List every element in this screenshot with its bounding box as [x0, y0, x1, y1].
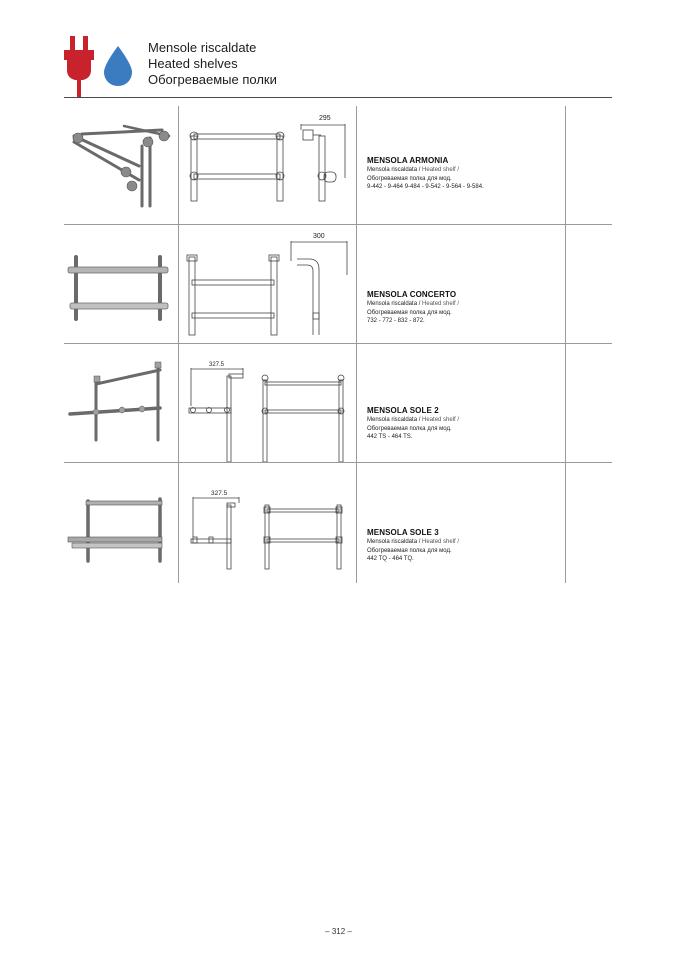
page-number: – 312 – — [325, 927, 352, 936]
type-english: Heated shelf / — [420, 539, 460, 545]
product-description — [367, 156, 484, 192]
technical-drawing — [178, 225, 357, 343]
dimension-label: 327.5 — [211, 490, 228, 497]
water-drop-icon — [104, 46, 132, 86]
technical-drawing — [178, 106, 357, 224]
product-description-cell — [356, 463, 566, 583]
product-type — [367, 166, 484, 175]
compatible-models: 9-442 - 9-464 9-484 - 9-542 - 9-564 - 9-584. — [367, 184, 484, 190]
product-name: MENSOLA SOLE 2 — [367, 406, 439, 415]
type-italian: Mensola riscaldata / — [367, 301, 421, 307]
type-italian: Mensola riscaldata / — [367, 167, 421, 173]
dimension-label: 327.5 — [209, 362, 225, 368]
empty-cell — [565, 106, 613, 224]
product-type — [367, 300, 459, 309]
title-english: Heated shelves — [148, 56, 238, 71]
product-table — [64, 106, 612, 583]
product-description-cell — [356, 106, 566, 224]
page-header — [64, 36, 612, 98]
type-english: Heated shelf / — [420, 301, 460, 307]
compatible-models: 732 - 772 - 832 - 872. — [367, 318, 425, 324]
empty-cell — [565, 225, 613, 343]
type-english: Heated shelf / — [420, 167, 460, 173]
product-photo — [64, 344, 178, 462]
technical-drawing — [178, 463, 357, 583]
dimension-label: 300 — [313, 233, 325, 240]
product-photo — [64, 106, 178, 224]
product-row-sole-2 — [64, 344, 612, 463]
product-description-cell — [356, 225, 566, 343]
type-english: Heated shelf / — [420, 417, 460, 423]
product-description — [367, 406, 459, 442]
empty-cell — [565, 463, 613, 583]
product-photo — [64, 225, 178, 343]
product-description — [367, 528, 459, 564]
title-russian: Обогреваемые полки — [148, 72, 277, 87]
product-name: MENSOLA ARMONIA — [367, 156, 449, 165]
type-italian: Mensola riscaldata / — [367, 417, 421, 423]
product-name: MENSOLA CONCERTO — [367, 290, 457, 299]
title-italian: Mensole riscaldate — [148, 40, 257, 55]
type-russian: Обогреваемая полка для мод. — [367, 309, 452, 316]
type-italian: Mensola riscaldata / — [367, 539, 421, 545]
product-row-armonia — [64, 106, 612, 225]
product-row-sole-3 — [64, 463, 612, 583]
product-type — [367, 538, 459, 547]
type-russian: Обогреваемая полка для мод. — [367, 425, 452, 432]
type-russian: Обогреваемая полка для мод. — [367, 175, 452, 182]
plug-icon — [64, 36, 100, 98]
product-description-cell — [356, 344, 566, 462]
header-titles — [148, 40, 277, 88]
technical-drawing — [178, 344, 357, 462]
product-row-concerto — [64, 225, 612, 344]
dimension-label: 295 — [319, 115, 331, 122]
type-russian: Обогреваемая полка для мод. — [367, 547, 452, 554]
header-icons — [64, 36, 144, 98]
empty-cell — [565, 344, 613, 462]
product-description — [367, 290, 459, 326]
product-photo — [64, 463, 178, 583]
product-name: MENSOLA SOLE 3 — [367, 528, 439, 537]
product-type — [367, 416, 459, 425]
compatible-models: 442 TS - 464 TS. — [367, 434, 413, 440]
header-rule — [64, 97, 612, 98]
compatible-models: 442 TQ - 464 TQ. — [367, 556, 414, 562]
